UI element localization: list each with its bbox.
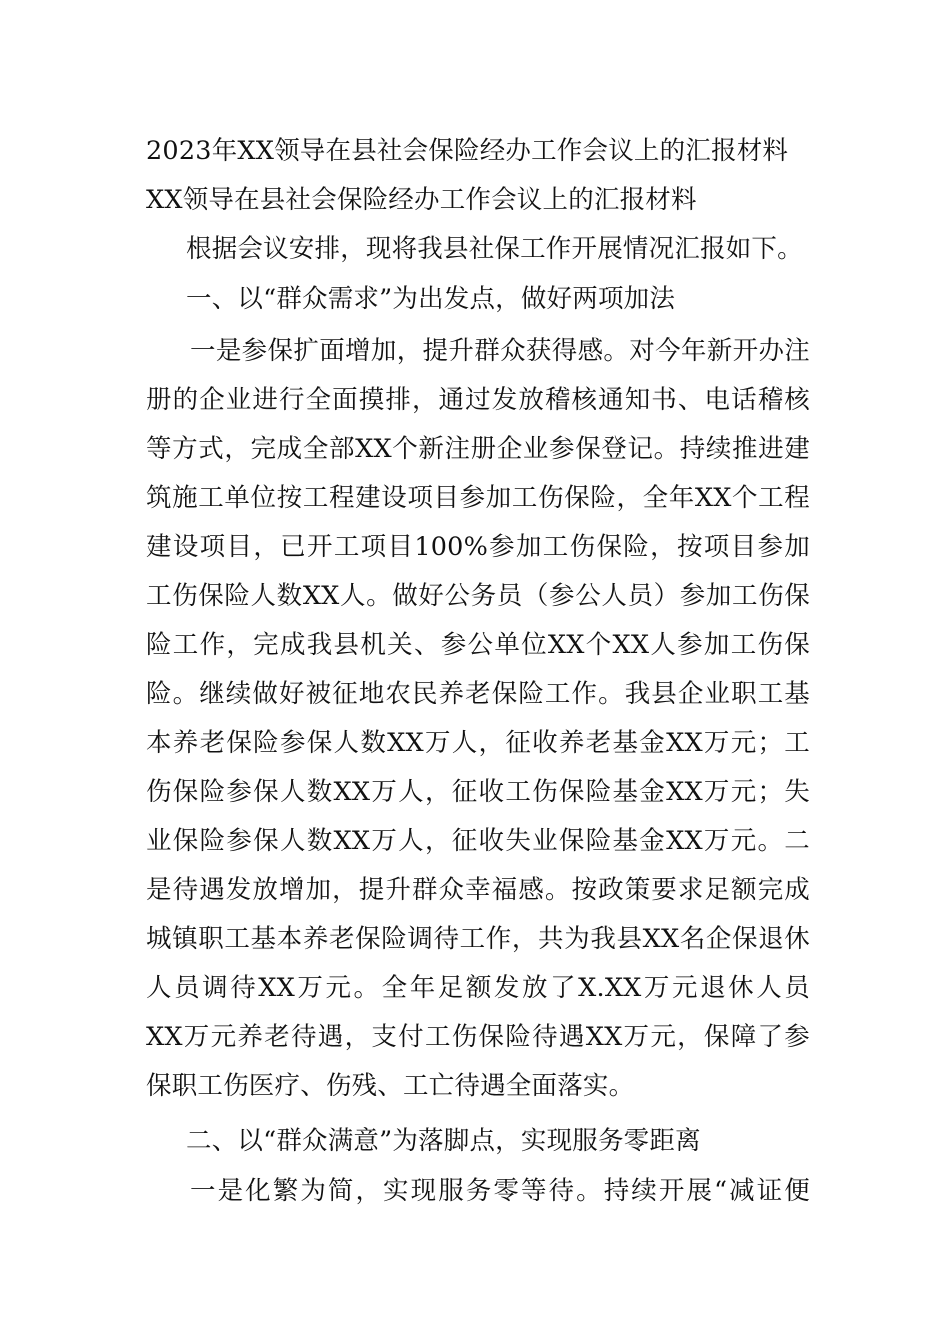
section-1-line: XX万元养老待遇，支付工伤保险待遇XX万元，保障了参 <box>146 1022 810 1052</box>
document-title: 2023年XX领导在县社会保险经办工作会议上的汇报材料 <box>146 136 789 166</box>
section-1-line: 本养老保险参保人数XX万人，征收养老基金XX万元；工 <box>146 728 810 758</box>
section-1-line: 城镇职工基本养老保险调待工作，共为我县XX名企保退休 <box>146 924 810 954</box>
section-1-line-last: 保职工伤医疗、伤残、工亡待遇全面落实。 <box>146 1071 635 1101</box>
document-subtitle: XX领导在县社会保险经办工作会议上的汇报材料 <box>146 185 697 215</box>
section-2-line: 一是化繁为简，实现服务零等待。持续开展“减证便 <box>190 1176 810 1206</box>
section-1-line: 一是参保扩面增加，提升群众获得感。对今年新开办注 <box>190 336 810 366</box>
section-1-line: 伤保险参保人数XX万人，征收工伤保险基金XX万元；失 <box>146 777 810 807</box>
intro-paragraph: 根据会议安排，现将我县社保工作开展情况汇报如下。 <box>186 234 803 264</box>
section-1-line: 筑施工单位按工程建设项目参加工伤保险，全年XX个工程 <box>146 483 810 513</box>
section-2-heading: 二、以“群众满意”为落脚点，实现服务零距离 <box>186 1126 701 1156</box>
section-1-line: 建设项目，已开工项目100%参加工伤保险，按项目参加 <box>146 532 810 562</box>
section-1-line: 是待遇发放增加，提升群众幸福感。按政策要求足额完成 <box>146 875 810 905</box>
section-1-line: 险工作，完成我县机关、参公单位XX个XX人参加工伤保 <box>146 630 810 660</box>
section-1-line: 工伤保险人数XX人。做好公务员（参公人员）参加工伤保 <box>146 581 810 611</box>
section-1-line: 册的企业进行全面摸排，通过发放稽核通知书、电话稽核 <box>146 385 810 415</box>
section-1-line: 等方式，完成全部XX个新注册企业参保登记。持续推进建 <box>146 434 810 464</box>
section-1-line: 业保险参保人数XX万人，征收失业保险基金XX万元。二 <box>146 826 810 856</box>
section-1-line: 人员调待XX万元。全年足额发放了X.XX万元退休人员 <box>146 973 810 1003</box>
section-1-line: 险。继续做好被征地农民养老保险工作。我县企业职工基 <box>146 679 810 709</box>
section-1-heading: 一、以“群众需求”为出发点，做好两项加法 <box>186 284 676 314</box>
